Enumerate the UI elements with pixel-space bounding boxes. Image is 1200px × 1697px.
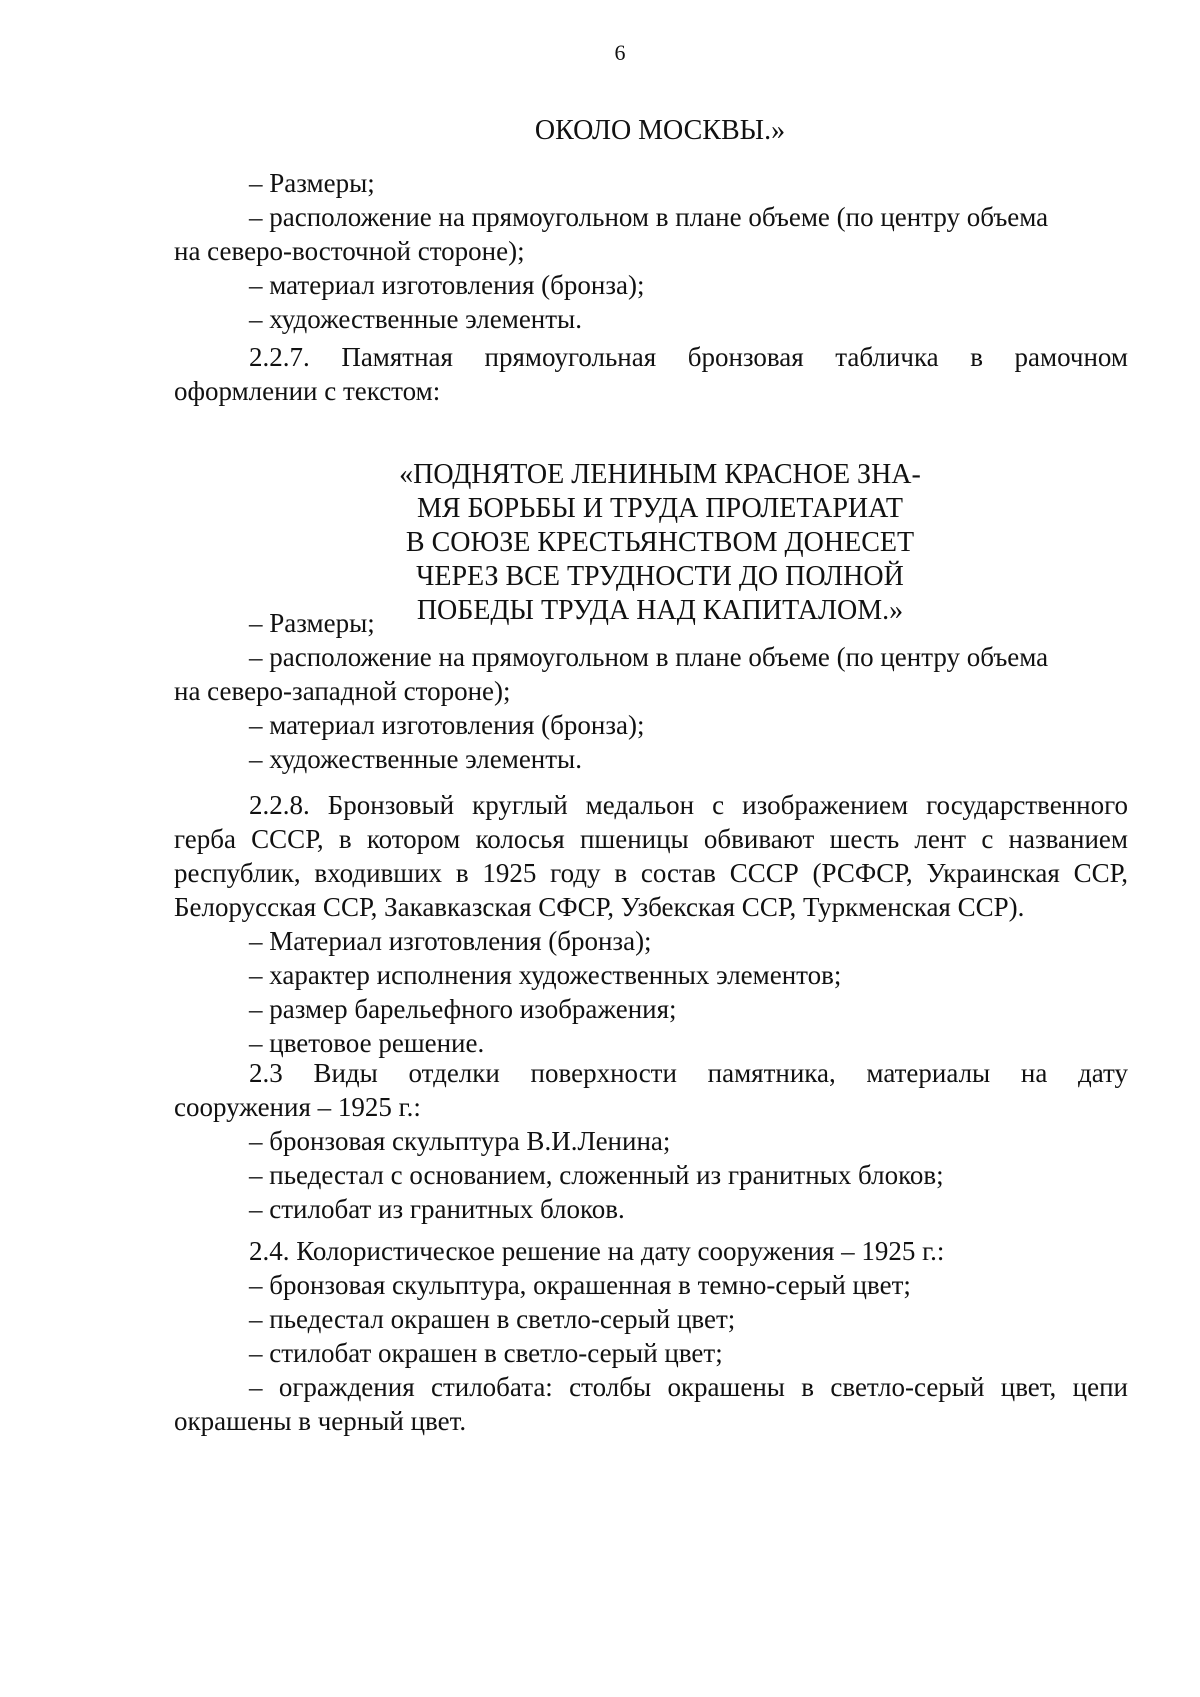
section-2-2-7: [174, 340, 1128, 408]
plaque-inscription: [380, 458, 940, 628]
list-item: – расположение на прямоугольном в плане объеме (по центру объема: [249, 642, 1049, 672]
paragraph-line: 2.4. Колористическое решение на дату сооружения – 1925 г.:: [249, 1236, 945, 1266]
list-item: – Размеры;: [249, 608, 375, 638]
inscription-line: ЧЕРЕЗ ВСЕ ТРУДНОСТИ ДО ПОЛНОЙ: [416, 561, 904, 592]
list-item: – стилобат из гранитных блоков.: [249, 1194, 625, 1224]
section-b-list: [174, 606, 1128, 776]
paragraph-line: 2.2.7. Памятная прямоугольная бронзовая табличка в рамочном: [249, 342, 1128, 372]
paragraph-line: республик, входивших в 1925 году в состав СССР (РСФСР, Украинская ССР,: [174, 858, 1128, 888]
list-item: – материал изготовления (бронза);: [249, 710, 645, 740]
list-item: – пьедестал окрашен в светло-серый цвет;: [249, 1304, 736, 1334]
paragraph-line: 2.3 Виды отделки поверхности памятника, материалы на дату: [249, 1058, 1128, 1088]
inscription-line: В СОЮЗЕ КРЕСТЬЯНСТВОМ ДОНЕСЕТ: [405, 527, 915, 558]
list-item: – расположение на прямоугольном в плане объеме (по центру объема: [249, 202, 1049, 232]
list-item: – материал изготовления (бронза);: [249, 270, 645, 300]
list-item: – художественные элементы.: [249, 744, 582, 774]
page-heading: ОКОЛО МОСКВЫ.»: [534, 115, 786, 146]
list-item-continuation: на северо-восточной стороне);: [174, 236, 525, 266]
list-item: – размер барельефного изображения;: [249, 994, 677, 1024]
paragraph-line: сооружения – 1925 г.:: [174, 1092, 421, 1122]
paragraph-line: Белорусская ССР, Закавказская СФСР, Узбекская ССР, Туркменская ССР).: [174, 892, 1025, 922]
list-item: – характер исполнения художественных элементов;: [249, 960, 842, 990]
paragraph-line: оформлении с текстом:: [174, 376, 441, 406]
inscription-line: МЯ БОРЬБЫ И ТРУДА ПРОЛЕТАРИАТ: [417, 493, 903, 524]
inscription-line: ПОБЕДЫ ТРУДА НАД КАПИТАЛОМ.»: [416, 595, 904, 626]
list-item: – бронзовая скульптура В.И.Ленина;: [249, 1126, 671, 1156]
list-item: – пьедестал с основанием, сложенный из гранитных блоков;: [249, 1160, 944, 1190]
section-a-list: [174, 166, 1128, 336]
list-item: – Материал изготовления (бронза);: [249, 926, 652, 956]
section-2-4: [174, 1234, 1128, 1438]
list-item-continuation: окрашены в черный цвет.: [174, 1406, 467, 1436]
list-item: – бронзовая скульптура, окрашенная в темно-серый цвет;: [249, 1270, 911, 1300]
list-item: – ограждения стилобата: столбы окрашены в светло-серый цвет, цепи: [249, 1372, 1128, 1402]
page-number: 6: [614, 40, 626, 65]
list-item-continuation: на северо-западной стороне);: [174, 676, 511, 706]
paragraph-line: 2.2.8. Бронзовый круглый медальон с изображением государственного: [249, 790, 1128, 820]
section-2-2-8: [174, 788, 1128, 1060]
list-item: – стилобат окрашен в светло-серый цвет;: [249, 1338, 723, 1368]
list-item: – художественные элементы.: [249, 304, 582, 334]
list-item: – цветовое решение.: [249, 1028, 485, 1058]
section-2-3: [174, 1056, 1128, 1226]
inscription-line: «ПОДНЯТОЕ ЛЕНИНЫМ КРАСНОЕ ЗНА-: [399, 459, 921, 490]
list-item: – Размеры;: [249, 168, 375, 198]
paragraph-line: герба СССР, в котором колосья пшеницы обвивают шесть лент с названием: [174, 824, 1128, 854]
